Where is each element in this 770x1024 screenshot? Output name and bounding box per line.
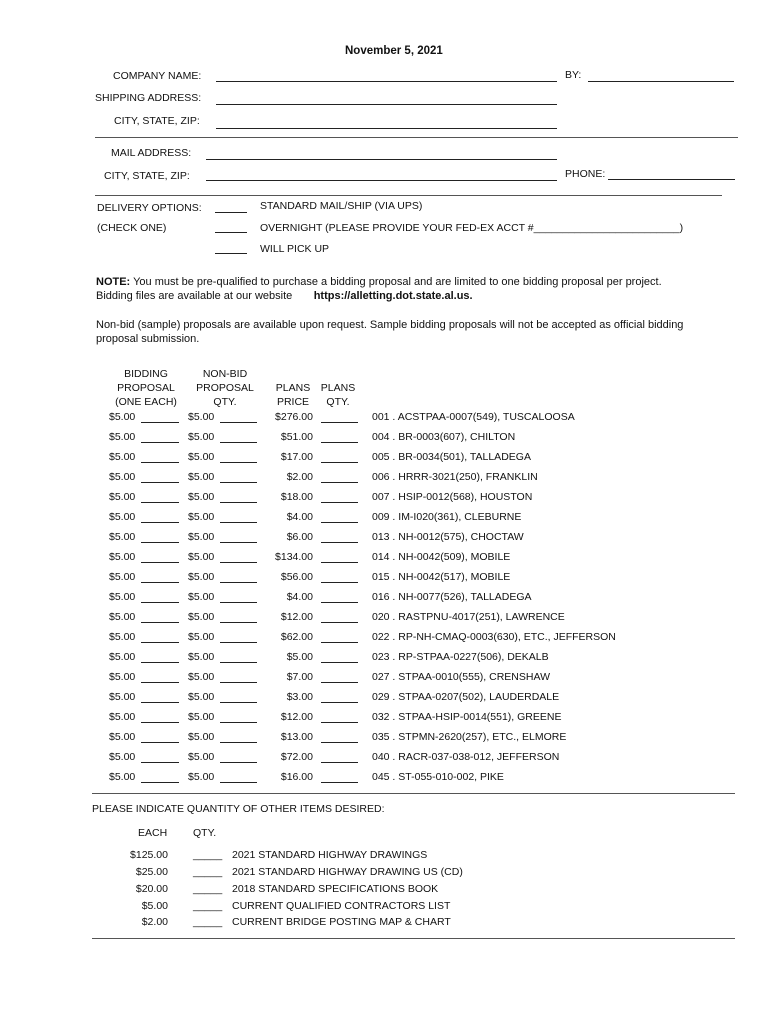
bid-qty-field[interactable]: [141, 742, 179, 743]
nonbid-price: $5.00: [188, 611, 215, 623]
bid-qty-field[interactable]: [141, 542, 179, 543]
plans-qty-field[interactable]: [321, 542, 358, 543]
header-line: BIDDING: [124, 368, 168, 380]
plans-price: $134.00: [275, 551, 313, 563]
nonbid-qty-field[interactable]: [220, 422, 257, 423]
header-line: (ONE EACH): [115, 396, 177, 408]
nonbid-qty-field[interactable]: [220, 522, 257, 523]
other-item-description: 2018 STANDARD SPECIFICATIONS BOOK: [232, 883, 439, 895]
plans-price: $16.00: [280, 771, 313, 783]
plans-qty-field[interactable]: [321, 622, 358, 623]
bid-price: $5.00: [109, 711, 136, 723]
other-item-qty-field[interactable]: _____: [193, 849, 223, 861]
other-item-description: CURRENT QUALIFIED CONTRACTORS LIST: [232, 900, 451, 912]
nonbid-price: $5.00: [188, 771, 215, 783]
plans-qty-field[interactable]: [321, 562, 358, 563]
phone-label: PHONE:: [565, 168, 606, 180]
plans-price: $5.00: [286, 651, 313, 663]
nonbid-qty-field[interactable]: [220, 442, 257, 443]
delivery-option-overnight: OVERNIGHT (PLEASE PROVIDE YOUR FED-EX ACCT #_________________________): [260, 222, 684, 234]
bid-price: $5.00: [109, 771, 136, 783]
plans-price: $51.00: [280, 431, 313, 443]
plans-qty-header: [318, 381, 358, 409]
proposal-row: [0, 431, 770, 447]
bid-price: $5.00: [109, 491, 136, 503]
bid-qty-field[interactable]: [141, 702, 179, 703]
bid-price: $5.00: [109, 411, 136, 423]
plans-price: $276.00: [275, 411, 313, 423]
bid-price: $5.00: [109, 551, 136, 563]
plans-price-header: [272, 381, 314, 409]
proposal-row: [0, 671, 770, 687]
plans-price: $13.00: [280, 731, 313, 743]
bid-qty-field[interactable]: [141, 722, 179, 723]
by-label: BY:: [565, 69, 582, 81]
other-item-description: 2021 STANDARD HIGHWAY DRAWING US (CD): [232, 866, 463, 878]
company-name-label: COMPANY NAME:: [113, 70, 202, 82]
proposal-row: [0, 611, 770, 627]
proposal-row: [0, 631, 770, 647]
proposal-row: [0, 691, 770, 707]
plans-price: $72.00: [280, 751, 313, 763]
nonbid-qty-field[interactable]: [220, 782, 257, 783]
delivery-option-pickup: WILL PICK UP: [260, 243, 330, 255]
other-item-row: [0, 883, 770, 899]
nonbid-price: $5.00: [188, 531, 215, 543]
proposal-row: [0, 491, 770, 507]
bid-price: $5.00: [109, 651, 136, 663]
proposal-description: 016 . NH-0077(526), TALLADEGA: [372, 591, 532, 603]
mail-address-field[interactable]: [206, 159, 557, 160]
proposal-row: [0, 471, 770, 487]
delivery-option-standard: STANDARD MAIL/SHIP (VIA UPS): [260, 200, 423, 212]
proposal-description: 040 . RACR-037-038-012, JEFFERSON: [372, 751, 560, 763]
bid-price: $5.00: [109, 631, 136, 643]
plans-qty-field[interactable]: [321, 422, 358, 423]
bid-price: $5.00: [109, 451, 136, 463]
plans-qty-field[interactable]: [321, 662, 358, 663]
nonbid-price: $5.00: [188, 651, 215, 663]
proposal-row: [0, 511, 770, 527]
mail-city-state-zip-field[interactable]: [206, 180, 557, 181]
nonbid-qty-field[interactable]: [220, 462, 257, 463]
bid-price: $5.00: [109, 471, 136, 483]
proposal-description: 015 . NH-0042(517), MOBILE: [372, 571, 511, 583]
nonbid-qty-field[interactable]: [220, 542, 257, 543]
plans-qty-field[interactable]: [321, 762, 358, 763]
plans-qty-field[interactable]: [321, 582, 358, 583]
note-label: NOTE:: [96, 276, 131, 288]
bid-qty-field[interactable]: [141, 422, 179, 423]
bid-qty-field[interactable]: [141, 562, 179, 563]
nonbid-qty-field[interactable]: [220, 642, 257, 643]
other-item-row: [0, 916, 770, 932]
company-name-field[interactable]: [216, 81, 557, 82]
nonbid-price: $5.00: [188, 491, 215, 503]
other-items-heading: PLEASE INDICATE QUANTITY OF OTHER ITEMS DESIRED:: [92, 803, 385, 815]
plans-qty-field[interactable]: [321, 702, 358, 703]
plans-qty-field[interactable]: [321, 722, 358, 723]
plans-price: $18.00: [280, 491, 313, 503]
other-item-qty-field[interactable]: _____: [193, 916, 223, 928]
proposal-row: [0, 531, 770, 547]
bid-qty-field[interactable]: [141, 442, 179, 443]
plans-price: $12.00: [280, 711, 313, 723]
plans-qty-field[interactable]: [321, 742, 358, 743]
plans-price: $56.00: [280, 571, 313, 583]
other-item-price: $2.00: [141, 916, 168, 928]
proposal-description: 027 . STPAA-0010(555), CRENSHAW: [372, 671, 550, 683]
nonbid-qty-field[interactable]: [220, 762, 257, 763]
bid-qty-field[interactable]: [141, 682, 179, 683]
other-item-qty-field[interactable]: _____: [193, 883, 223, 895]
bid-price: $5.00: [109, 751, 136, 763]
other-item-price: $25.00: [135, 866, 168, 878]
bid-price: $5.00: [109, 591, 136, 603]
nonbid-qty-field[interactable]: [220, 702, 257, 703]
bid-price: $5.00: [109, 611, 136, 623]
proposal-description: 007 . HSIP-0012(568), HOUSTON: [372, 491, 533, 503]
plans-qty-field[interactable]: [321, 482, 358, 483]
bid-qty-field[interactable]: [141, 642, 179, 643]
proposal-description: 020 . RASTPNU-4017(251), LAWRENCE: [372, 611, 565, 623]
section-divider: [92, 793, 735, 794]
plans-price: $17.00: [280, 451, 313, 463]
nonbid-qty-field[interactable]: [220, 502, 257, 503]
nonbid-price: $5.00: [188, 571, 215, 583]
nonbid-price: $5.00: [188, 671, 215, 683]
plans-qty-field[interactable]: [321, 782, 358, 783]
delivery-option-blank[interactable]: [215, 253, 247, 254]
proposal-description: 029 . STPAA-0207(502), LAUDERDALE: [372, 691, 560, 703]
bid-price: $5.00: [109, 511, 136, 523]
header-line: QTY.: [326, 396, 350, 408]
bid-qty-field[interactable]: [141, 502, 179, 503]
nonbid-qty-field[interactable]: [220, 602, 257, 603]
header-line: PROPOSAL: [196, 382, 254, 394]
nonbid-price: $5.00: [188, 431, 215, 443]
header-line: PLANS: [275, 382, 311, 394]
nonbid-qty-field[interactable]: [220, 562, 257, 563]
plans-qty-field[interactable]: [321, 642, 358, 643]
bid-qty-field[interactable]: [141, 782, 179, 783]
nonbid-paragraph: Non-bid (sample) proposals are available upon request. Sample bidding proposals will not be accepted as official bidding proposal submission.: [96, 319, 684, 345]
bid-price: $5.00: [109, 431, 136, 443]
delivery-options-label: DELIVERY OPTIONS:: [97, 202, 202, 214]
nonbid-qty-field[interactable]: [220, 722, 257, 723]
plans-qty-field[interactable]: [321, 462, 358, 463]
shipping-address-label: SHIPPING ADDRESS:: [95, 92, 202, 104]
proposal-row: [0, 411, 770, 427]
other-item-description: 2021 STANDARD HIGHWAY DRAWINGS: [232, 849, 428, 861]
section-divider: [92, 938, 735, 939]
check-one-label: (CHECK ONE): [97, 222, 167, 234]
nonbid-price: $5.00: [188, 631, 215, 643]
plans-price: $4.00: [286, 591, 313, 603]
proposal-description: 014 . NH-0042(509), MOBILE: [372, 551, 511, 563]
nonbid-qty-field[interactable]: [220, 622, 257, 623]
bid-qty-field[interactable]: [141, 482, 179, 483]
bid-price: $5.00: [109, 731, 136, 743]
note-paragraph: [96, 275, 696, 303]
nonbid-price: $5.00: [188, 691, 215, 703]
mail-address-label: MAIL ADDRESS:: [111, 147, 192, 159]
bid-qty-field[interactable]: [141, 662, 179, 663]
city-state-zip-label: CITY, STATE, ZIP:: [114, 115, 200, 127]
nonbid-price: $5.00: [188, 471, 215, 483]
plans-qty-field[interactable]: [321, 522, 358, 523]
nonbid-price: $5.00: [188, 411, 215, 423]
nonbid-qty-field[interactable]: [220, 582, 257, 583]
other-item-row: [0, 900, 770, 916]
proposal-row: [0, 771, 770, 787]
bid-qty-field[interactable]: [141, 522, 179, 523]
header-line: NON-BID: [202, 368, 248, 380]
header-line: PROPOSAL: [117, 382, 175, 394]
note-text: You must be pre-qualified to purchase a bidding proposal and are limited to one bidding proposal per project. Bidding files are available at our website: [96, 276, 662, 302]
header-line: PRICE: [276, 396, 310, 408]
section-divider: [95, 195, 722, 196]
other-item-price: $125.00: [130, 849, 168, 861]
nonbid-proposal-header: [192, 367, 258, 409]
proposal-description: 001 . ACSTPAA-0007(549), TUSCALOOSA: [372, 411, 575, 423]
qty-label: QTY.: [193, 827, 217, 839]
delivery-option-blank[interactable]: [215, 212, 247, 213]
proposal-row: [0, 451, 770, 467]
plans-qty-field[interactable]: [321, 682, 358, 683]
header-line: PLANS: [320, 382, 356, 394]
plans-price: $2.00: [286, 471, 313, 483]
nonbid-qty-field[interactable]: [220, 682, 257, 683]
proposal-row: [0, 591, 770, 607]
website-link[interactable]: https://alletting.dot.state.al.us.: [313, 290, 473, 302]
each-label: EACH: [138, 827, 168, 839]
proposal-row: [0, 571, 770, 587]
nonbid-qty-field[interactable]: [220, 742, 257, 743]
plans-price: $4.00: [286, 511, 313, 523]
proposal-description: 032 . STPAA-HSIP-0014(551), GREENE: [372, 711, 562, 723]
proposal-row: [0, 551, 770, 567]
other-item-row: [0, 866, 770, 882]
nonbid-qty-field[interactable]: [220, 662, 257, 663]
bid-qty-field[interactable]: [141, 762, 179, 763]
plans-price: $12.00: [280, 611, 313, 623]
nonbid-price: $5.00: [188, 591, 215, 603]
other-item-description: CURRENT BRIDGE POSTING MAP & CHART: [232, 916, 451, 928]
plans-price: $62.00: [280, 631, 313, 643]
delivery-option-blank[interactable]: [215, 232, 247, 233]
plans-qty-field[interactable]: [321, 602, 358, 603]
nonbid-price: $5.00: [188, 551, 215, 563]
proposal-row: [0, 651, 770, 667]
city-state-zip-field[interactable]: [216, 128, 557, 129]
bid-qty-field[interactable]: [141, 582, 179, 583]
other-item-price: $5.00: [141, 900, 168, 912]
bid-price: $5.00: [109, 691, 136, 703]
plans-price: $3.00: [286, 691, 313, 703]
nonbid-price: $5.00: [188, 511, 215, 523]
mail-city-state-zip-label: CITY, STATE, ZIP:: [104, 170, 190, 182]
proposal-description: 035 . STPMN-2620(257), ETC., ELMORE: [372, 731, 567, 743]
plans-qty-field[interactable]: [321, 442, 358, 443]
bid-price: $5.00: [109, 571, 136, 583]
bid-price: $5.00: [109, 671, 136, 683]
header-line: QTY.: [213, 396, 237, 408]
phone-field[interactable]: [608, 179, 735, 180]
proposal-description: 005 . BR-0034(501), TALLADEGA: [372, 451, 531, 463]
document-date: November 5, 2021: [345, 45, 443, 57]
proposal-description: 022 . RP-NH-CMAQ-0003(630), ETC., JEFFERSON: [372, 631, 616, 643]
nonbid-price: $5.00: [188, 451, 215, 463]
other-item-qty-field[interactable]: _____: [193, 900, 223, 912]
plans-qty-field[interactable]: [321, 502, 358, 503]
nonbid-price: $5.00: [188, 711, 215, 723]
bid-price: $5.00: [109, 531, 136, 543]
proposal-row: [0, 751, 770, 767]
plans-price: $7.00: [286, 671, 313, 683]
proposal-description: 013 . NH-0012(575), CHOCTAW: [372, 531, 524, 543]
nonbid-price: $5.00: [188, 731, 215, 743]
by-field[interactable]: [588, 81, 734, 82]
bid-qty-field[interactable]: [141, 622, 179, 623]
nonbid-price: $5.00: [188, 751, 215, 763]
other-item-price: $20.00: [135, 883, 168, 895]
proposal-description: 006 . HRRR-3021(250), FRANKLIN: [372, 471, 538, 483]
bid-qty-field[interactable]: [141, 462, 179, 463]
shipping-address-field[interactable]: [216, 104, 557, 105]
bid-qty-field[interactable]: [141, 602, 179, 603]
bidding-proposal-header: [113, 367, 179, 409]
other-item-row: [0, 849, 770, 865]
proposal-description: 004 . BR-0003(607), CHILTON: [372, 431, 516, 443]
other-item-qty-field[interactable]: _____: [193, 866, 223, 878]
plans-price: $6.00: [286, 531, 313, 543]
section-divider: [95, 137, 738, 138]
nonbid-qty-field[interactable]: [220, 482, 257, 483]
proposal-row: [0, 711, 770, 727]
proposal-description: 045 . ST-055-010-002, PIKE: [372, 771, 504, 783]
proposal-row: [0, 731, 770, 747]
proposal-description: 009 . IM-I020(361), CLEBURNE: [372, 511, 522, 523]
proposal-description: 023 . RP-STPAA-0227(506), DEKALB: [372, 651, 549, 663]
